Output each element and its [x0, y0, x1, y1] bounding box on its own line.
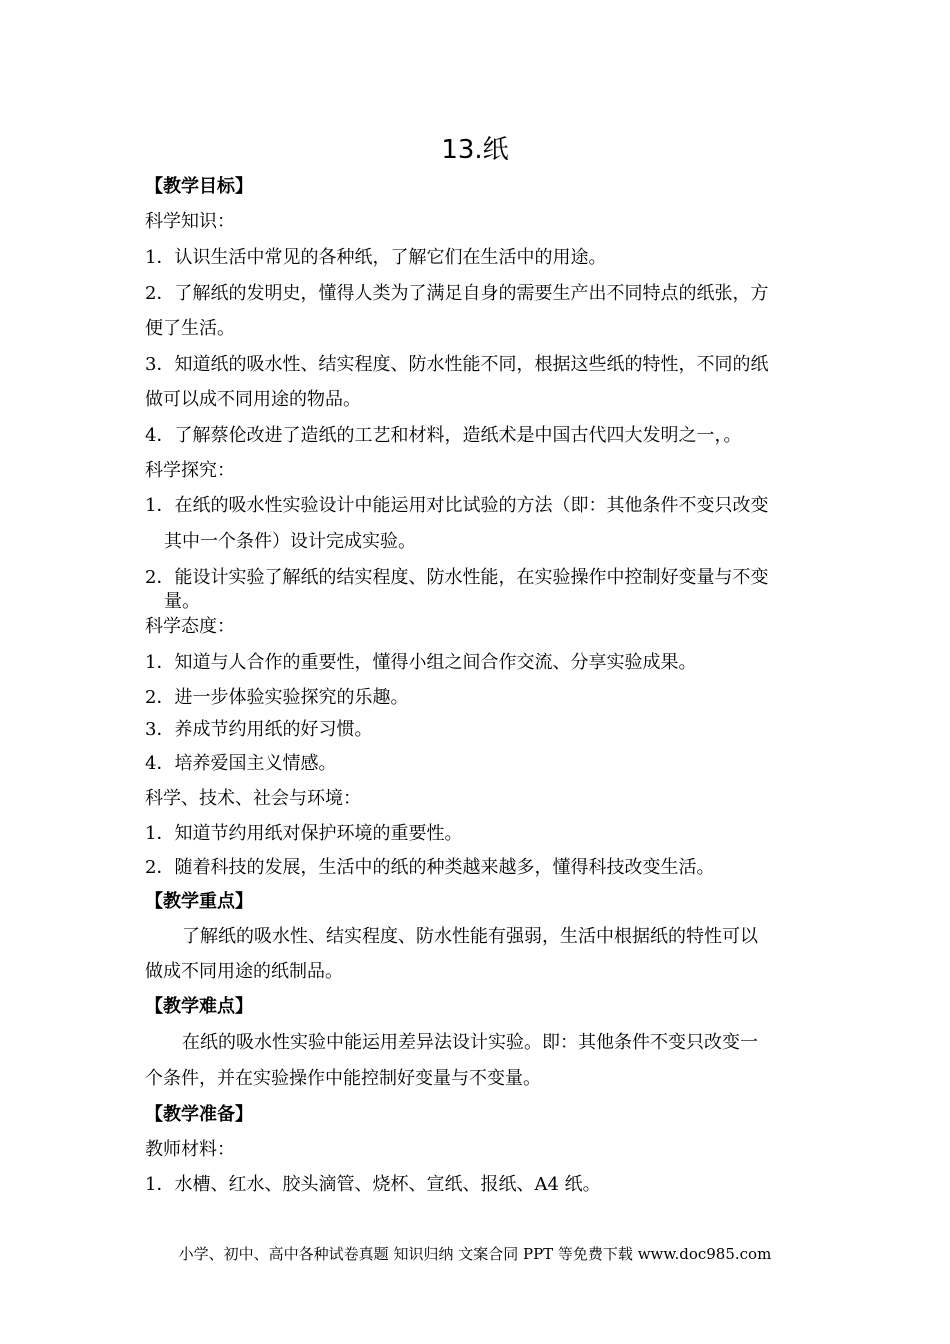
sts-item: 2．随着科技的发展，生活中的纸的种类越来越多，懂得科技改变生活。 — [145, 857, 715, 878]
knowledge-item: 便了生活。 — [145, 318, 235, 339]
knowledge-item: 3．知道纸的吸水性、结实程度、防水性能不同，根据这些纸的特性，不同的纸 — [145, 354, 769, 375]
teacher-item: 1．水槽、红水、胶头滴管、烧杯、宣纸、报纸、A4 纸。 — [145, 1174, 601, 1195]
attitude-label: 科学态度： — [145, 616, 235, 637]
footer-note: 小学、初中、高中各种试卷真题 知识归纳 文案合同 PPT 等免费下载 www.doc985.com — [178, 1245, 772, 1263]
inquiry-label: 科学探究： — [145, 460, 235, 481]
knowledge-item: 4．了解蔡伦改进了造纸的工艺和材料，造纸术是中国古代四大发明之一，。 — [145, 425, 742, 446]
inquiry-item: 2．能设计实验了解纸的结实程度、防水性能，在实验操作中控制好变量与不变 — [145, 567, 769, 588]
key-line: 了解纸的吸水性、结实程度、防水性能有强弱，生活中根据纸的特性可以 — [182, 926, 758, 947]
difficulty-line: 在纸的吸水性实验中能运用差异法设计实验。即：其他条件不变只改变一 — [182, 1032, 758, 1053]
knowledge-label: 科学知识： — [145, 211, 235, 232]
sts-label: 科学、技术、社会与环境： — [145, 788, 361, 809]
attitude-item: 2．进一步体验实验探究的乐趣。 — [145, 687, 409, 708]
prep-heading: 【教学准备】 — [145, 1104, 253, 1125]
knowledge-item: 2．了解纸的发明史，懂得人类为了满足自身的需要生产出不同特点的纸张，方 — [145, 283, 769, 304]
key-heading: 【教学重点】 — [145, 891, 253, 912]
page-title: 13.纸 — [441, 135, 509, 165]
sts-item: 1．知道节约用纸对保护环境的重要性。 — [145, 823, 463, 844]
key-line: 做成不同用途的纸制品。 — [145, 961, 343, 982]
knowledge-item: 1．认识生活中常见的各种纸，了解它们在生活中的用途。 — [145, 247, 607, 268]
difficulty-heading: 【教学难点】 — [145, 996, 253, 1017]
knowledge-item: 做可以成不同用途的物品。 — [145, 389, 361, 410]
attitude-item: 3．养成节约用纸的好习惯。 — [145, 719, 373, 740]
inquiry-item: 1．在纸的吸水性实验设计中能运用对比试验的方法（即：其他条件不变只改变 — [145, 495, 769, 516]
inquiry-item: 其中一个条件）设计完成实验。 — [164, 531, 416, 552]
objectives-heading: 【教学目标】 — [145, 176, 253, 197]
teacher-label: 教师材料： — [145, 1139, 235, 1160]
difficulty-line: 个条件，并在实验操作中能控制好变量与不变量。 — [145, 1068, 541, 1089]
inquiry-item: 量。 — [164, 591, 200, 612]
attitude-item: 1．知道与人合作的重要性，懂得小组之间合作交流、分享实验成果。 — [145, 652, 697, 673]
attitude-item: 4．培养爱国主义情感。 — [145, 753, 337, 774]
